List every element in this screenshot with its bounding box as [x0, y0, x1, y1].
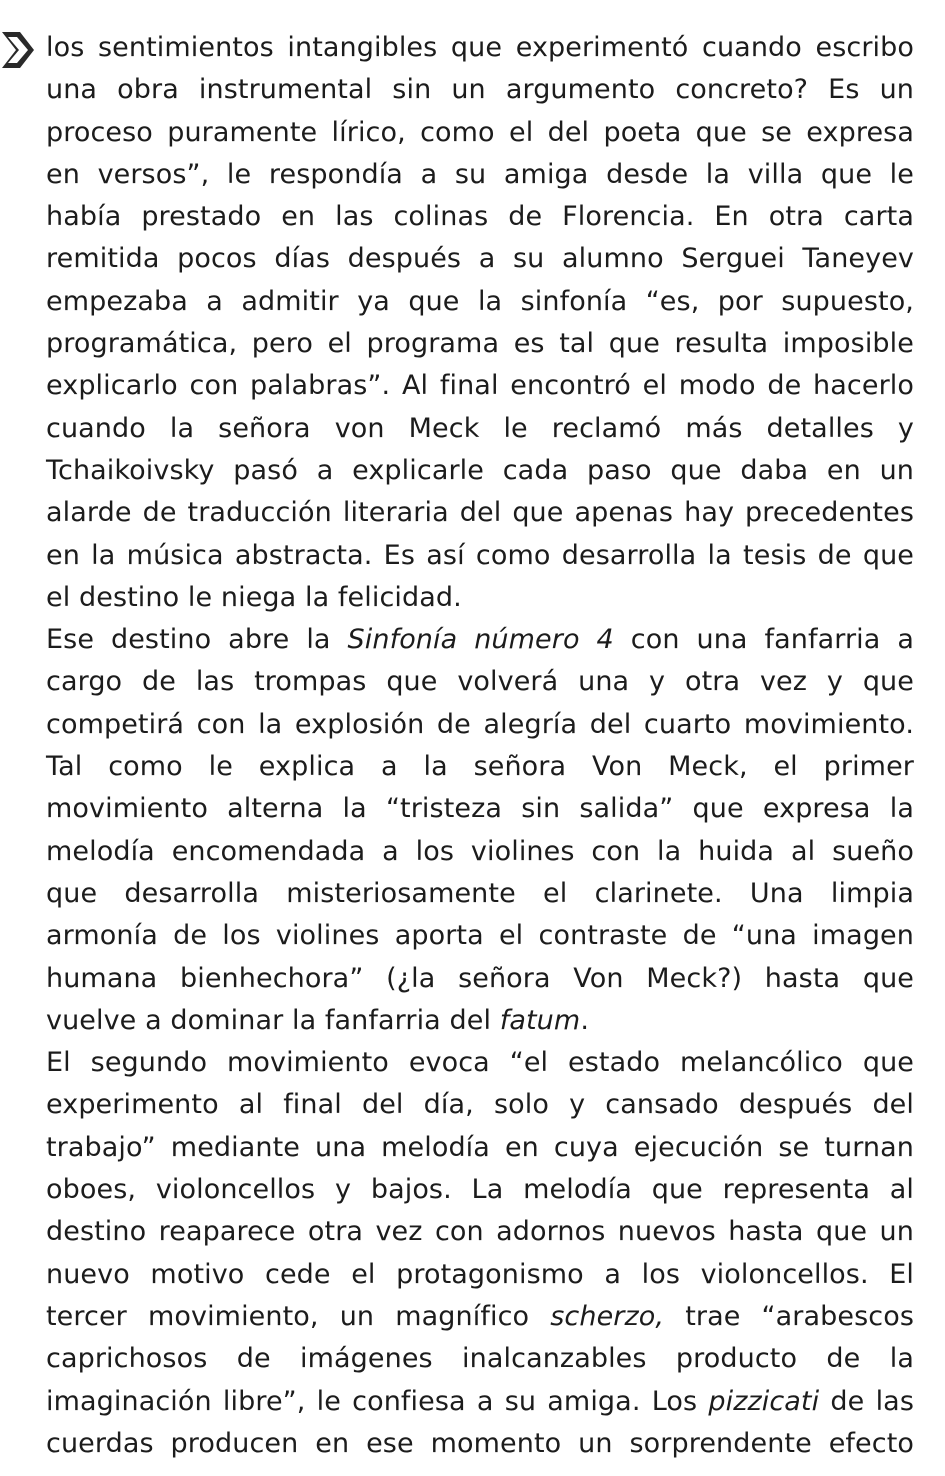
text-line	[46, 873, 914, 915]
text-line	[46, 915, 914, 957]
line-text: destino reaparece otra vez con adornos nuevos hasta que un	[46, 1216, 914, 1248]
line-text: tercer movimiento, un magnífico	[46, 1300, 551, 1332]
line-text: experimento al final del día, solo y cansado después del	[46, 1089, 914, 1121]
text-line	[46, 1000, 914, 1042]
text-line	[46, 958, 914, 1000]
italic-text: Sinfonía número 4	[347, 624, 614, 656]
text-line	[46, 661, 914, 703]
line-text: .	[580, 1004, 589, 1036]
line-text: de las	[819, 1385, 914, 1417]
text-line	[46, 1042, 914, 1084]
line-text: empezaba a admitir ya que la sinfonía “es, por supuesto,	[46, 285, 914, 317]
line-text: trabajo” mediante una melodía en cuya ejecución se turnan	[46, 1131, 914, 1163]
text-line	[46, 238, 914, 280]
line-text: vuelve a dominar la fanfarria del	[46, 1004, 500, 1036]
line-text: Ese destino abre la	[46, 624, 348, 656]
text-line	[46, 619, 914, 661]
line-text: los sentimientos intangibles que experimentó cuando escribo	[46, 32, 914, 63]
line-text: cuerdas producen en ese momento un sorprendente efecto	[46, 1427, 914, 1459]
text-line	[46, 281, 914, 323]
text-line	[46, 746, 914, 788]
line-text: en versos”, le respondía a su amiga desde la villa que le	[46, 158, 914, 190]
text-line	[46, 831, 914, 873]
line-text: Tal como le explica a la señora Von Meck, el primer	[46, 751, 914, 783]
line-text: trae “arabescos	[664, 1300, 914, 1332]
line-text: que desarrolla misteriosamente el clarinete. Una limpia	[46, 877, 914, 909]
line-text: una obra instrumental sin un argumento concreto? Es un	[46, 74, 914, 106]
text-line	[46, 1127, 914, 1169]
text-line	[46, 1169, 914, 1211]
text-line	[46, 1338, 914, 1380]
line-text: imaginación libre”, le confiesa a su amiga. Los	[46, 1385, 709, 1417]
line-text: cargo de las trompas que volverá una y otra vez y que	[46, 666, 914, 698]
text-line	[46, 196, 914, 238]
text-line	[46, 704, 914, 746]
line-text: humana bienhechora” (¿la señora Von Meck?) hasta que	[46, 962, 914, 994]
line-text: cuando la señora von Meck le reclamó más detalles y	[46, 412, 914, 444]
line-text: proceso puramente lírico, como el del poeta que se expresa	[46, 116, 914, 148]
text-line	[46, 1381, 914, 1423]
text-line	[46, 1423, 914, 1465]
line-text: explicarlo con palabras”. Al final encontró el modo de hacerlo	[46, 370, 914, 402]
text-line	[46, 323, 914, 365]
text-line	[46, 27, 914, 69]
line-text: melodía encomendada a los violines con la huida al sueño	[46, 835, 914, 867]
body-text	[46, 27, 914, 1465]
line-text: había prestado en las colinas de Florencia. En otra carta	[46, 201, 914, 233]
text-line	[46, 535, 914, 577]
line-text: con una fanfarria a	[613, 624, 914, 656]
line-text: caprichosos de imágenes inalcanzables producto de la	[46, 1343, 914, 1375]
line-text: Tchaikoivsky pasó a explicarle cada paso que daba en un	[46, 454, 914, 486]
line-text: competirá con la explosión de alegría del cuarto movimiento.	[46, 708, 914, 740]
text-line	[46, 1211, 914, 1253]
text-line	[46, 408, 914, 450]
text-line	[46, 788, 914, 830]
line-text: El segundo movimiento evoca “el estado melancólico que	[46, 1047, 914, 1079]
text-line	[46, 450, 914, 492]
line-text: armonía de los violines aporta el contraste de “una imagen	[46, 920, 914, 952]
text-line	[46, 112, 914, 154]
text-line	[46, 154, 914, 196]
line-text: programática, pero el programa es tal que resulta imposible	[46, 328, 914, 360]
italic-text: fatum	[499, 1004, 581, 1036]
line-text: alarde de traducción literaria del que apenas hay precedentes	[46, 497, 914, 529]
text-line	[46, 577, 914, 619]
text-line	[46, 492, 914, 534]
text-line	[46, 1254, 914, 1296]
line-text: oboes, violoncellos y bajos. La melodía que representa al	[46, 1174, 914, 1206]
line-text: nuevo motivo cede el protagonismo a los violoncellos. El	[46, 1258, 914, 1290]
text-line	[46, 1296, 914, 1338]
text-line	[46, 365, 914, 407]
text-line	[46, 69, 914, 111]
chevron-right-icon	[0, 30, 36, 70]
text-line	[46, 1084, 914, 1126]
line-text: remitida pocos días después a su alumno Serguei Taneyev	[46, 243, 914, 275]
line-text: movimiento alterna la “tristeza sin salida” que expresa la	[46, 793, 914, 825]
line-text: en la música abstracta. Es así como desarrolla la tesis de que	[46, 539, 914, 571]
italic-text: scherzo,	[550, 1300, 665, 1332]
line-text: el destino le niega la felicidad.	[46, 581, 462, 613]
italic-text: pizzicati	[708, 1385, 820, 1417]
